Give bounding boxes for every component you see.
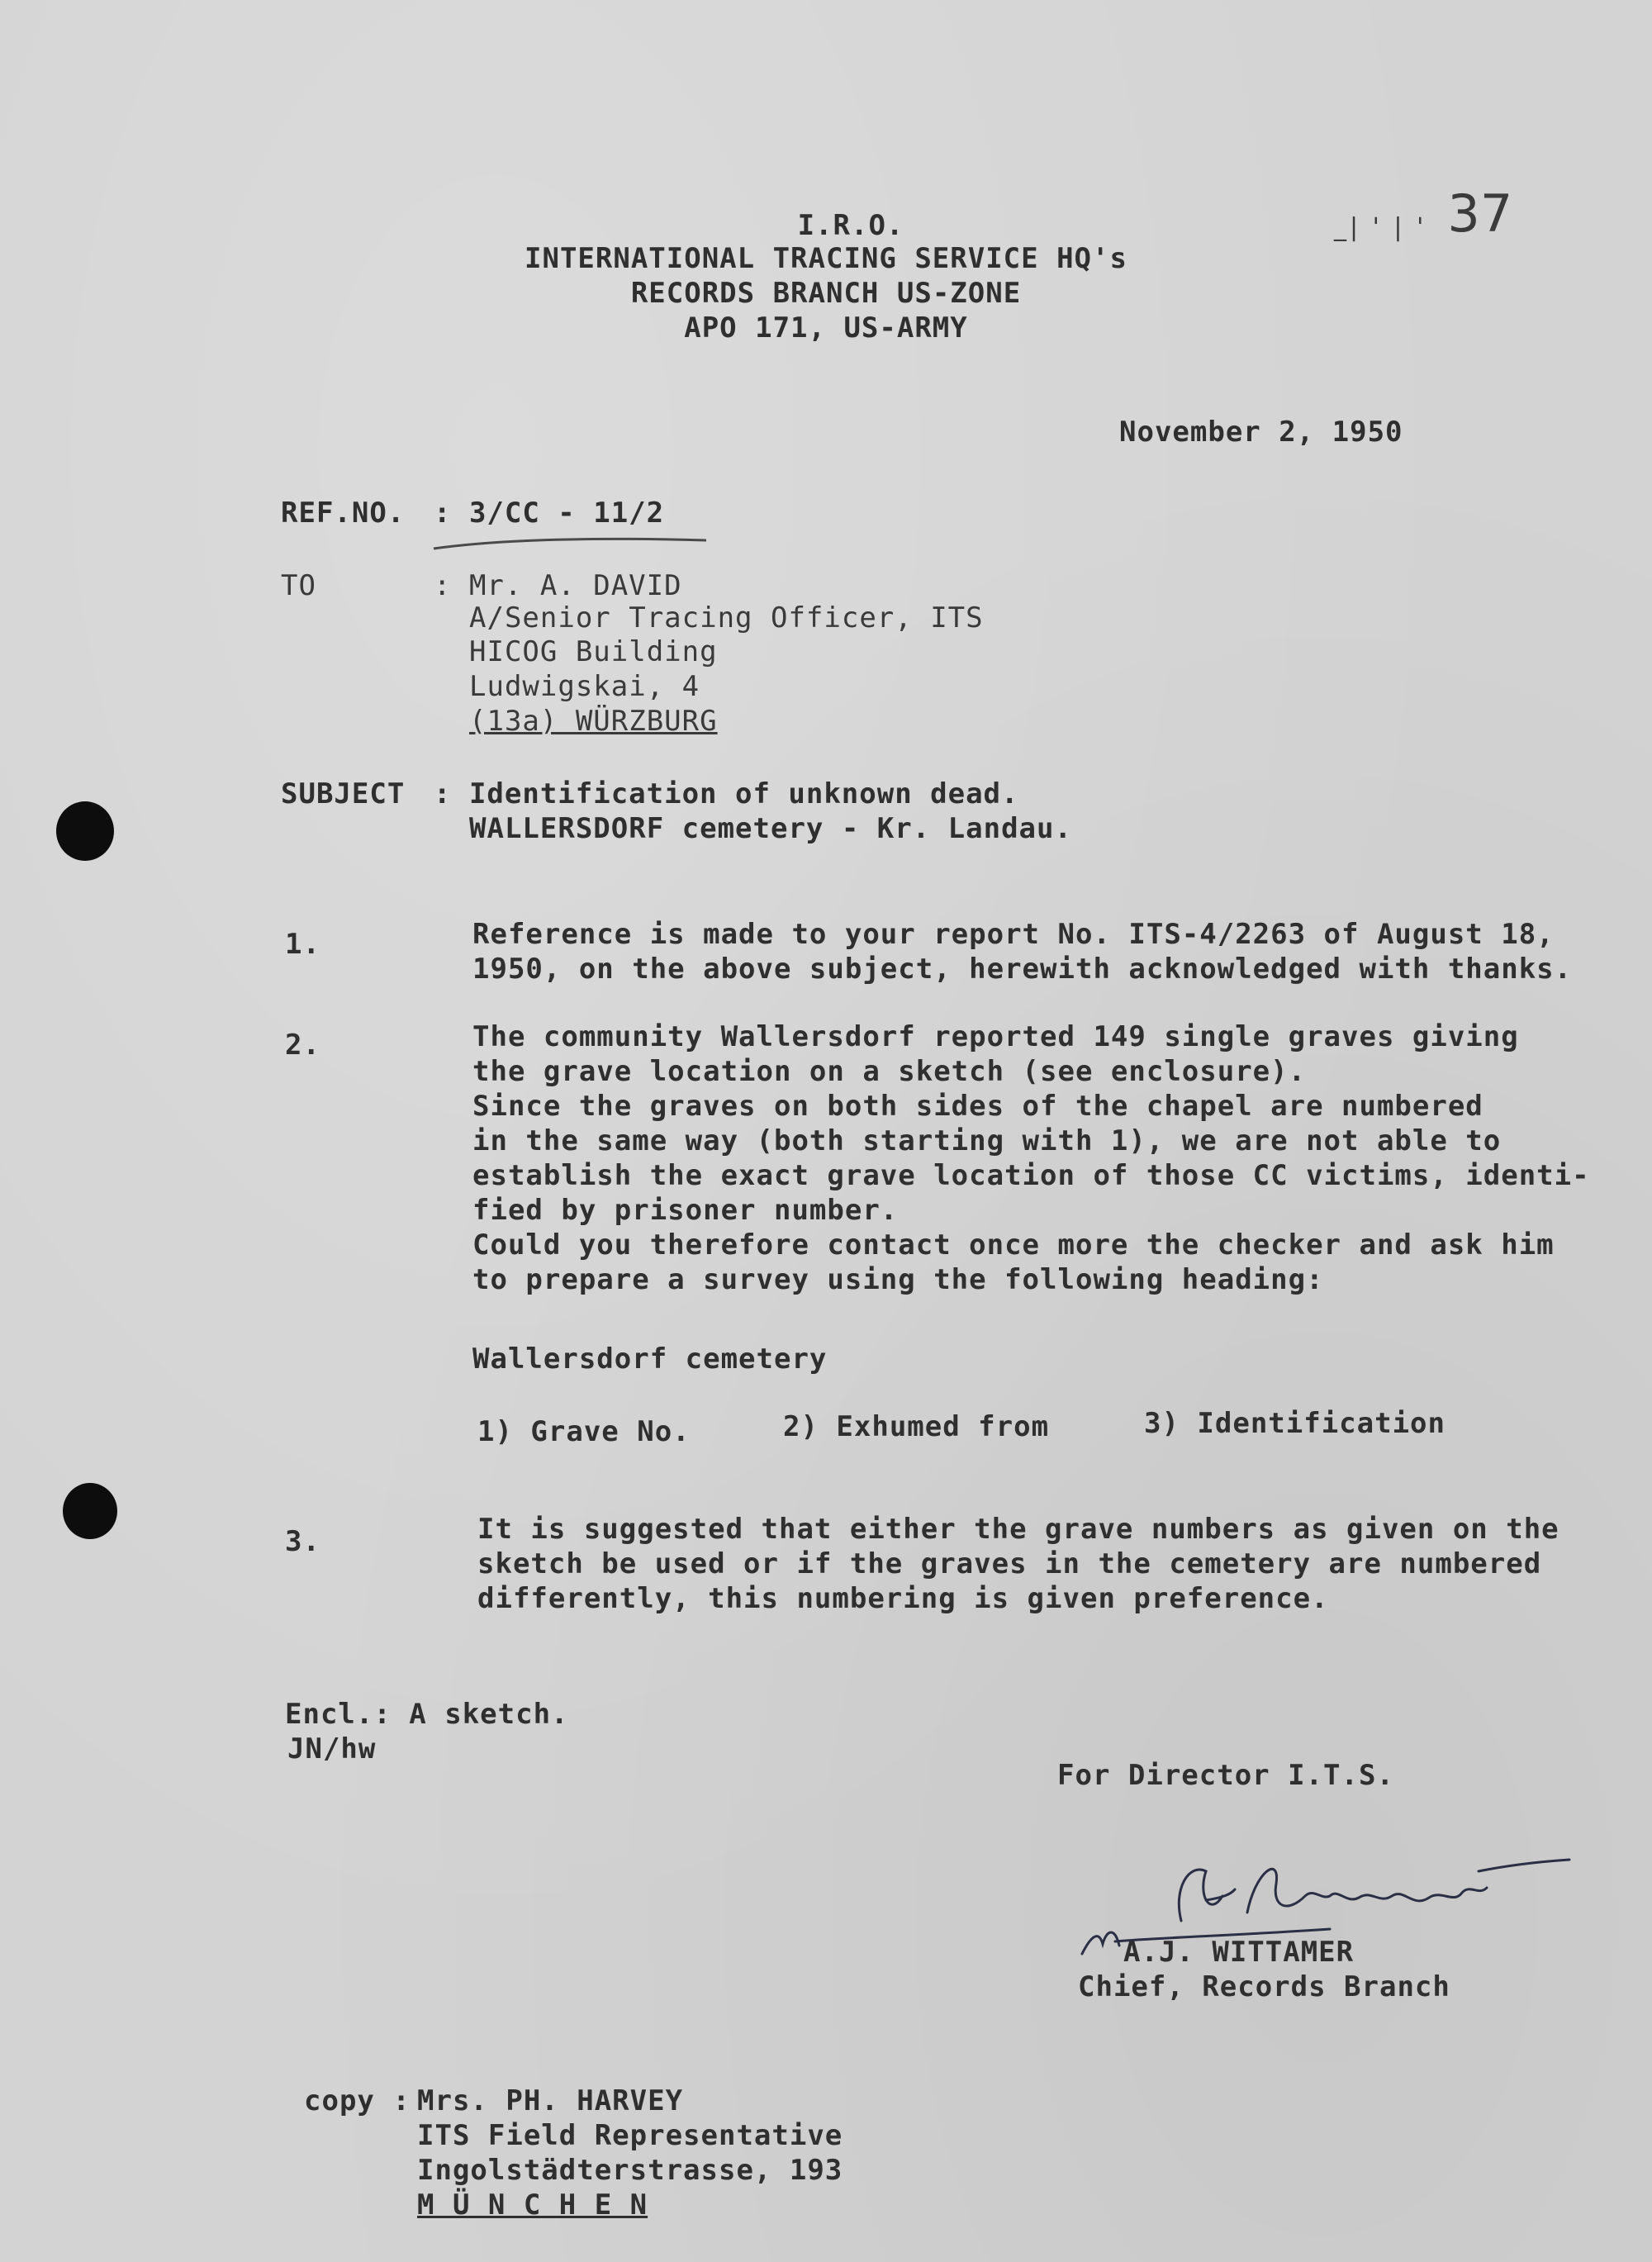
- punch-hole-top: [56, 801, 114, 861]
- paragraph-1-line-2: 1950, on the above subject, herewith acknowledged with thanks.: [472, 953, 1573, 986]
- to-line-3: HICOG Building: [469, 635, 718, 668]
- survey-heading-2: 2) Exhumed from: [783, 1410, 1050, 1443]
- paragraph-2-line-6: fied by prisoner number.: [472, 1194, 899, 1227]
- stamp-number: 37: [1447, 183, 1513, 244]
- copy-line-3: Ingolstädterstrasse, 193: [417, 2154, 843, 2187]
- signature-for-line: For Director I.T.S.: [1057, 1759, 1394, 1792]
- punch-hole-bottom: [63, 1483, 117, 1539]
- signature-title: Chief, Records Branch: [1078, 1970, 1450, 2003]
- paragraph-3-line-3: differently, this numbering is given preference.: [477, 1582, 1329, 1615]
- subject-line-1: : Identification of unknown dead.: [434, 777, 1019, 810]
- letterhead-line-3: RECORDS BRANCH US-ZONE: [630, 277, 1022, 310]
- signature-name: A.J. WITTAMER: [1123, 1936, 1355, 1969]
- enclosure-label: Encl.: A sketch.: [285, 1698, 569, 1731]
- paragraph-2-line-5: establish the exact grave location of those CC victims, identi-: [472, 1159, 1590, 1192]
- to-label: TO: [281, 569, 316, 602]
- paragraph-2-line-8: to prepare a survey using the following heading:: [472, 1263, 1324, 1296]
- to-line-2: A/Senior Tracing Officer, ITS: [469, 601, 984, 634]
- paragraph-2-line-1: The community Wallersdorf reported 149 single graves giving: [472, 1020, 1519, 1053]
- copy-line-4: M Ü N C H E N: [417, 2188, 648, 2222]
- typist-initials: JN/hw: [287, 1732, 377, 1765]
- letterhead-line-2: INTERNATIONAL TRACING SERVICE HQ's: [525, 242, 1127, 275]
- paragraph-2-line-3: Since the graves on both sides of the chapel are numbered: [472, 1090, 1483, 1123]
- letterhead-line-1: I.R.O.: [797, 209, 904, 242]
- paragraph-2-line-4: in the same way (both starting with 1), we are not able to: [472, 1124, 1502, 1157]
- paragraph-1-number: 1.: [285, 928, 320, 961]
- ref-underline: [430, 529, 710, 554]
- paragraph-1-line-1: Reference is made to your report No. ITS-4/2263 of August 18,: [472, 918, 1555, 951]
- paragraph-3-line-1: It is suggested that either the grave numbers as given on the: [477, 1513, 1559, 1546]
- paragraph-2-line-7: Could you therefore contact once more the checker and ask him: [472, 1228, 1555, 1262]
- survey-heading-1: 1) Grave No.: [477, 1415, 691, 1448]
- ref-label: REF.NO.: [281, 497, 406, 530]
- copy-label: copy :: [304, 2084, 411, 2117]
- stamp-prefix: _| ' | ': [1334, 213, 1427, 242]
- letter-date: November 2, 1950: [1119, 416, 1403, 449]
- paragraph-3-number: 3.: [285, 1525, 320, 1558]
- subject-line-2: WALLERSDORF cemetery - Kr. Landau.: [469, 812, 1072, 845]
- ref-value: : 3/CC - 11/2: [434, 497, 665, 530]
- survey-heading-3: 3) Identification: [1144, 1407, 1446, 1440]
- copy-line-1: Mrs. PH. HARVEY: [417, 2084, 684, 2117]
- to-line-5: (13a) WÜRZBURG: [469, 705, 718, 738]
- letterhead-line-4: APO 171, US-ARMY: [684, 311, 968, 345]
- paragraph-2-number: 2.: [285, 1029, 320, 1062]
- to-line-4: Ludwigskai, 4: [469, 670, 700, 703]
- paragraph-3-line-2: sketch be used or if the graves in the cemetery are numbered: [477, 1547, 1542, 1580]
- copy-line-2: ITS Field Representative: [417, 2119, 843, 2152]
- survey-title: Wallersdorf cemetery: [472, 1342, 828, 1376]
- subject-label: SUBJECT: [281, 777, 406, 810]
- paragraph-2-line-2: the grave location on a sketch (see enclosure).: [472, 1055, 1307, 1088]
- to-line-1: : Mr. A. DAVID: [434, 569, 682, 602]
- page-number-stamp: [1334, 183, 1512, 244]
